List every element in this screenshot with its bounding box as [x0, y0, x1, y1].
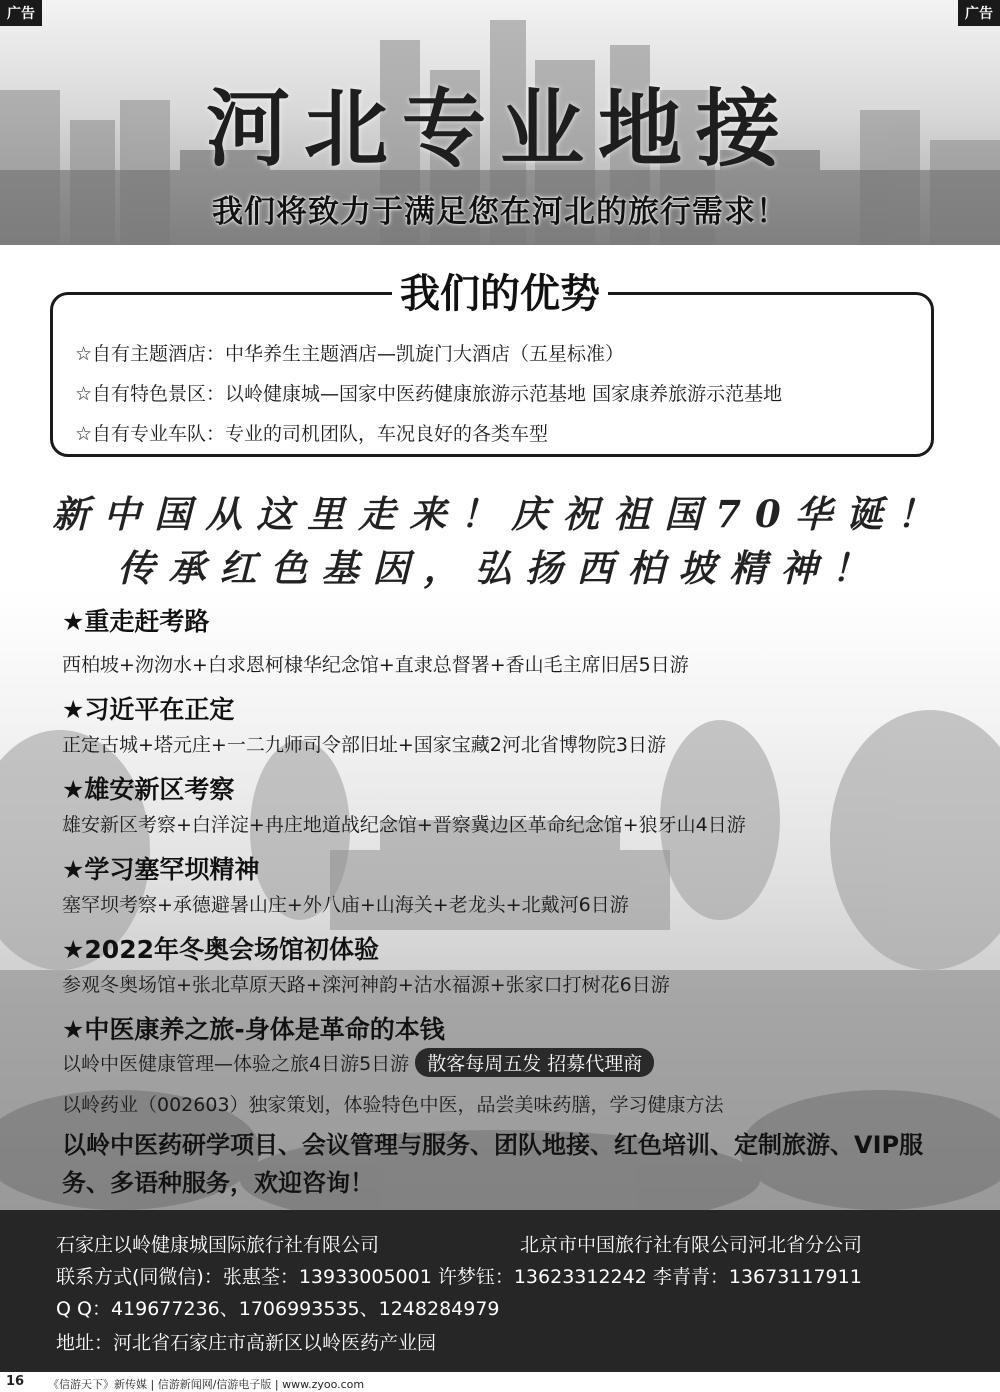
- route-6-title: ★中医康养之旅-身体是革命的本钱: [62, 1015, 445, 1044]
- subtitle: 我们将致力于满足您在河北的旅行需求！: [212, 194, 788, 230]
- contact-footer: [0, 1210, 1000, 1372]
- advantages-heading: [0, 262, 1000, 319]
- route-3-desc: 雄安新区考察+白洋淀+冉庄地道战纪念馆+晋察冀边区革命纪念馆+狼牙山4日游: [62, 814, 746, 836]
- contact-phones: 联系方式(同微信)：张惠荃：13933005001 许梦钰：13623312242 李青青：13673117911: [56, 1266, 862, 1288]
- slogan-line-2: 传承红色基因，弘扬西柏坡精神！: [117, 546, 883, 590]
- publication-source: 《信游天下》新传媒 | 信游新闻网/信游电子版 | www.zyoo.com: [48, 1378, 365, 1391]
- route-1-desc: 西柏坡+沕沕水+白求恩柯棣华纪念馆+直隶总督署+香山毛主席旧居5日游: [62, 654, 689, 676]
- route-2-desc: 正定古城+塔元庄+一二九师司令部旧址+国家宝藏2河北省博物院3日游: [62, 734, 666, 756]
- ad-tag-right: 广告: [958, 0, 1000, 26]
- route-2-title: ★习近平在正定: [62, 695, 235, 724]
- contact-address: 地址：河北省石家庄市高新区以岭医药产业园: [56, 1332, 437, 1354]
- route-3-title: ★雄安新区考察: [62, 775, 235, 804]
- route-6-desc-2: 以岭药业（002603）独家策划，体验特色中医，品尝美味药膳，学习健康方法: [62, 1094, 724, 1116]
- main-title: 河北专业地接: [205, 80, 794, 178]
- ad-tag-left: 广告: [0, 0, 42, 26]
- advantage-hotel: ☆自有主题酒店：中华养生主题酒店—凯旋门大酒店（五星标准）: [75, 343, 625, 365]
- advantages-heading-text: 我们的优势: [392, 271, 608, 317]
- route-4-title: ★学习塞罕坝精神: [62, 855, 260, 884]
- route-5-title: ★2022年冬奥会场馆初体验: [62, 935, 379, 964]
- company-name-1: 石家庄以岭健康城国际旅行社有限公司: [56, 1234, 380, 1256]
- route-6-desc-text: 以岭中医健康管理—体验之旅4日游5日游: [62, 1053, 410, 1075]
- contact-qq: Q Q：419677236、1706993535、1248284979: [56, 1298, 500, 1320]
- advantage-fleet: ☆自有专业车队：专业的司机团队，车况良好的各类车型: [75, 423, 549, 445]
- routes-section: [0, 590, 1000, 1210]
- header-banner: [0, 0, 1000, 245]
- page-number: 16: [6, 1374, 25, 1389]
- company-name-2: 北京市中国旅行社有限公司河北省分公司: [520, 1234, 863, 1256]
- route-5-desc: 参观冬奥场馆+张北草原天路+滦河神韵+沽水福源+张家口打树花6日游: [62, 974, 670, 996]
- advantage-scenic: ☆自有特色景区：以岭健康城—国家中医药健康旅游示范基地 国家康养旅游示范基地: [75, 383, 783, 405]
- weekly-departure-badge: 散客每周五发 招募代理商: [415, 1048, 654, 1077]
- services-closing: 以岭中医药研学项目、会议管理与服务、团队地接、红色培训、定制旅游、VIP服务、多语种服务，欢迎咨询！: [62, 1131, 924, 1197]
- route-1-title: ★重走赶考路: [62, 607, 210, 636]
- route-4-desc: 塞罕坝考察+承德避暑山庄+外八庙+山海关+老龙头+北戴河6日游: [62, 894, 629, 916]
- route-6-desc: [62, 1048, 654, 1077]
- slogan-line-1: 新中国从这里走来！庆祝祖国70华诞！: [52, 492, 948, 536]
- page-footer-bar: [0, 1372, 1000, 1392]
